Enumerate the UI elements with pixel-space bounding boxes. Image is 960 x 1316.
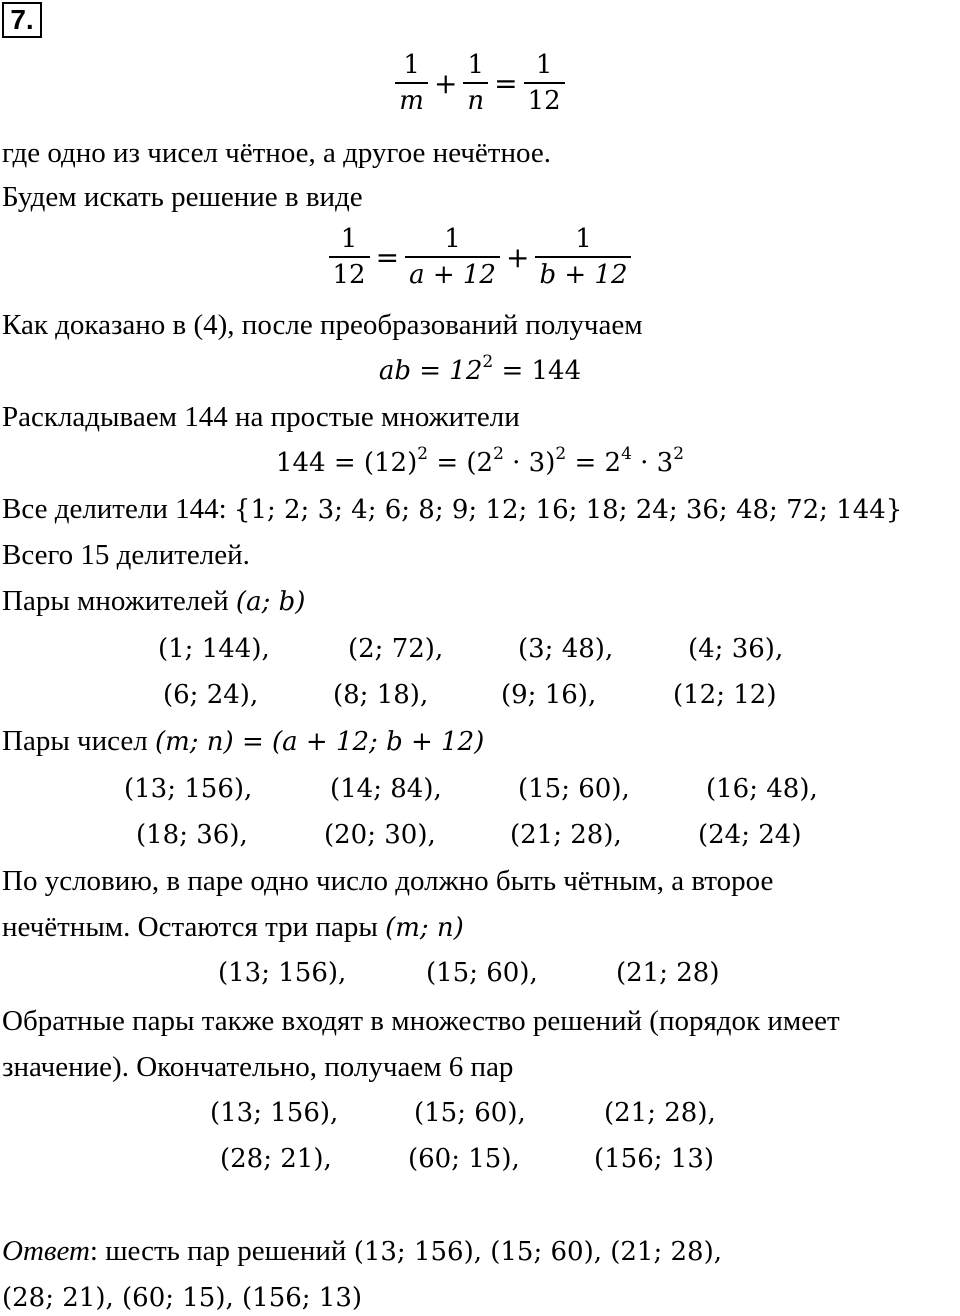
pair-item: (15; 60), bbox=[426, 958, 538, 988]
fraction-1-over-12: $\frac{1}{12}$ bbox=[524, 48, 565, 118]
fraction-1-over-a-plus-12: $\frac{1}{a + 12}$ bbox=[405, 222, 500, 292]
text-condition-1: По условию, в паре одно число должно быть чётным, а второе bbox=[2, 865, 774, 897]
answer-label: Ответ bbox=[2, 1235, 90, 1267]
pair-item: (60; 15), bbox=[408, 1144, 520, 1174]
pair-item: (24; 24) bbox=[698, 820, 802, 850]
number-pairs-row-2 bbox=[136, 818, 801, 852]
text-number-pairs: Пары чисел (m; n) = (a + 12; b + 12) bbox=[2, 725, 485, 757]
pair-item: (14; 84), bbox=[330, 774, 442, 804]
pair-item: (15; 60), bbox=[414, 1098, 526, 1128]
text-reverse-2: значение). Окончательно, получаем 6 пар bbox=[2, 1051, 514, 1083]
text-divisor-count: Всего 15 делителей. bbox=[2, 539, 250, 571]
pair-item: (4; 36), bbox=[688, 634, 784, 664]
pair-item: (8; 18), bbox=[333, 680, 429, 710]
text-divisors: Все делители 144: {1; 2; 3; 4; 6; 8; 9; 12; 16; 18; 24; 36; 48; 72; 144} bbox=[2, 493, 903, 525]
pair-item: (12; 12) bbox=[673, 680, 777, 710]
pair-item: (21; 28) bbox=[616, 958, 720, 988]
equation-ab: ab = $12^2 = 144$ bbox=[378, 352, 582, 386]
pair-item: (18; 36), bbox=[136, 820, 248, 850]
text-factor-pairs: Пары множителей (a; b) bbox=[2, 585, 306, 617]
pair-item: (28; 21), bbox=[220, 1144, 332, 1174]
pair-item: (3; 48), bbox=[518, 634, 614, 664]
equation-prime-factorization: $144 = (12)^2 = (2^2 \cdot 3)^2 = 2^4 \cdot 3^2$ bbox=[275, 444, 685, 478]
pair-item: (15; 60), bbox=[518, 774, 630, 804]
problem-number: 7. bbox=[2, 2, 42, 38]
text-factor: Раскладываем 144 на простые множители bbox=[2, 401, 520, 433]
factor-pairs-row-1 bbox=[158, 632, 783, 666]
equation-main: $\frac{1}{m}$ + $\frac{1}{n}$ = $\frac{1}{12}$ bbox=[0, 48, 960, 118]
pair-item: (13; 156), bbox=[124, 774, 253, 804]
text-condition-2: нечётным. Остаются три пары (m; n) bbox=[2, 911, 464, 943]
answer-line-2: (28; 21), (60; 15), (156; 13) bbox=[2, 1283, 363, 1313]
fraction-1-over-m: $\frac{1}{m}$ bbox=[395, 48, 428, 118]
fraction-1-over-b-plus-12: $\frac{1}{b + 12}$ bbox=[535, 222, 631, 292]
pair-item: (16; 48), bbox=[706, 774, 818, 804]
pair-item: (13; 156), bbox=[218, 958, 347, 988]
equation-decomposition: $\frac{1}{12}$ = $\frac{1}{a + 12}$ + $\frac{1}{b + 12}$ bbox=[0, 222, 960, 292]
text-search: Будем искать решение в виде bbox=[2, 181, 363, 213]
pair-item: (2; 72), bbox=[348, 634, 444, 664]
fraction-1-over-12: $\frac{1}{12}$ bbox=[329, 222, 370, 292]
six-pairs-row-2 bbox=[220, 1142, 714, 1176]
pair-item: (1; 144), bbox=[158, 634, 270, 664]
pair-item: (6; 24), bbox=[163, 680, 259, 710]
pair-item: (156; 13) bbox=[594, 1144, 715, 1174]
six-pairs-row-1 bbox=[210, 1096, 716, 1130]
factor-pairs-row-2 bbox=[163, 678, 776, 712]
divisors-set: {1; 2; 3; 4; 6; 8; 9; 12; 16; 18; 24; 36; 48; 72; 144} bbox=[233, 495, 903, 525]
pair-item: (13; 156), bbox=[210, 1098, 339, 1128]
pair-item: (21; 28), bbox=[604, 1098, 716, 1128]
three-pairs-row bbox=[218, 956, 719, 990]
answer-line-1: Ответ: шесть пар решений (13; 156), (15; 60), (21; 28), bbox=[2, 1235, 722, 1267]
text-proved: Как доказано в (4), после преобразований получаем bbox=[2, 309, 643, 341]
pair-item: (9; 16), bbox=[501, 680, 597, 710]
pair-item: (21; 28), bbox=[510, 820, 622, 850]
fraction-1-over-n: $\frac{1}{n}$ bbox=[463, 48, 488, 118]
text-reverse-1: Обратные пары также входят в множество решений (порядок имеет bbox=[2, 1005, 840, 1037]
number-pairs-row-1 bbox=[124, 772, 818, 806]
text-parity: где одно из чисел чётное, а другое нечётное. bbox=[2, 137, 551, 169]
pair-item: (20; 30), bbox=[324, 820, 436, 850]
